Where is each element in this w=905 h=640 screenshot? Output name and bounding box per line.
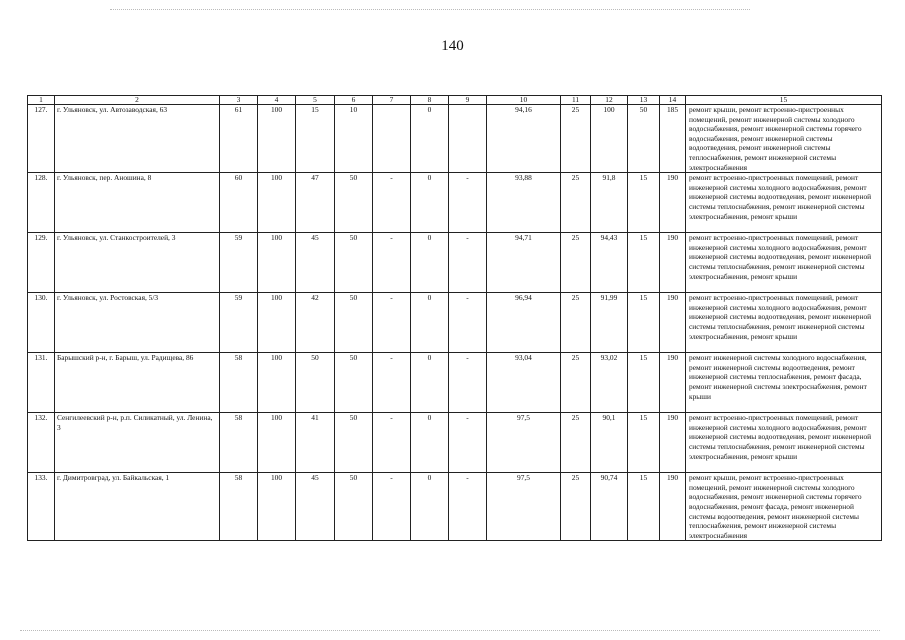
- value-cell: 47: [296, 173, 335, 233]
- value-cell: 94,43: [591, 233, 628, 293]
- value-cell: 25: [561, 293, 591, 353]
- value-cell: 61: [220, 105, 258, 173]
- header-cell: 4: [258, 96, 296, 105]
- scan-artifact-top: [110, 9, 750, 10]
- row-number: 129.: [28, 233, 55, 293]
- header-row: [28, 96, 882, 105]
- row-number: 132.: [28, 413, 55, 473]
- value-cell: 59: [220, 233, 258, 293]
- address-cell: Сенгилеевский р-н, р.п. Силикатный, ул. Ленина, 3: [55, 413, 220, 473]
- value-cell: 100: [258, 293, 296, 353]
- value-cell: 100: [258, 473, 296, 541]
- header-cell: 7: [373, 96, 411, 105]
- value-cell: -: [373, 473, 411, 541]
- value-cell: 0: [411, 293, 449, 353]
- header-cell: 3: [220, 96, 258, 105]
- value-cell: 50: [296, 353, 335, 413]
- table-row: [28, 233, 882, 293]
- works-cell: ремонт крыши, ремонт встроенно-пристроенных помещений, ремонт инженерной системы холодного водоснабжения, ремонт инженерной системы горячего водоснабжения, ремонт инженерной системы водоотведения, ремонт инженерной системы теплоснабжения, ремонт инженерной системы электроснабжения: [686, 105, 882, 173]
- works-cell: ремонт встроенно-пристроенных помещений, ремонт инженерной системы холодного водоснабжения, ремонт инженерной системы водоотведения, ремонт инженерной системы теплоснабжения, ремонт инженерной системы электроснабжения, ремонт крыши: [686, 293, 882, 353]
- row-number: 133.: [28, 473, 55, 541]
- repair-registry-table: [27, 95, 882, 541]
- header-cell: 6: [335, 96, 373, 105]
- value-cell: 15: [296, 105, 335, 173]
- header-cell: 1: [28, 96, 55, 105]
- value-cell: 0: [411, 105, 449, 173]
- value-cell: 50: [628, 105, 660, 173]
- address-cell: г. Ульяновск, ул. Автозаводская, 63: [55, 105, 220, 173]
- value-cell: 50: [335, 293, 373, 353]
- value-cell: 25: [561, 473, 591, 541]
- value-cell: 93,88: [487, 173, 561, 233]
- value-cell: 15: [628, 173, 660, 233]
- value-cell: 0: [411, 473, 449, 541]
- address-cell: г. Димитровград, ул. Байкальская, 1: [55, 473, 220, 541]
- works-cell: ремонт инженерной системы холодного водоснабжения, ремонт инженерной системы водоотведения, ремонт инженерной системы теплоснабжения, ремонт фасада, ремонт инженерной системы электроснабжения, ремонт крыши: [686, 353, 882, 413]
- value-cell: 45: [296, 473, 335, 541]
- value-cell: 100: [258, 173, 296, 233]
- value-cell: 60: [220, 173, 258, 233]
- value-cell: 91,99: [591, 293, 628, 353]
- table-row: [28, 413, 882, 473]
- value-cell: -: [449, 293, 487, 353]
- value-cell: 0: [411, 413, 449, 473]
- value-cell: 190: [660, 293, 686, 353]
- value-cell: 50: [335, 413, 373, 473]
- value-cell: 25: [561, 233, 591, 293]
- value-cell: -: [373, 233, 411, 293]
- table-row: [28, 173, 882, 233]
- table-body: [28, 96, 882, 541]
- header-cell: 9: [449, 96, 487, 105]
- value-cell: -: [449, 233, 487, 293]
- value-cell: -: [449, 473, 487, 541]
- value-cell: 42: [296, 293, 335, 353]
- value-cell: 100: [258, 353, 296, 413]
- row-number: 128.: [28, 173, 55, 233]
- page-number: 140: [441, 38, 464, 54]
- value-cell: -: [449, 353, 487, 413]
- value-cell: 15: [628, 233, 660, 293]
- value-cell: 0: [411, 353, 449, 413]
- table-row: [28, 293, 882, 353]
- value-cell: 93,04: [487, 353, 561, 413]
- header-cell: 11: [561, 96, 591, 105]
- value-cell: 58: [220, 413, 258, 473]
- value-cell: 58: [220, 473, 258, 541]
- header-cell: 15: [686, 96, 882, 105]
- works-cell: ремонт крыши, ремонт встроенно-пристроенных помещений, ремонт инженерной системы холодного водоснабжения, ремонт инженерной системы горячего водоснабжения, ремонт фасада, ремонт инженерной системы водоотведения, ремонт инженерной системы теплоснабжения, ремонт инженерной системы электроснабжения: [686, 473, 882, 541]
- value-cell: 25: [561, 413, 591, 473]
- value-cell: 50: [335, 233, 373, 293]
- header-cell: 12: [591, 96, 628, 105]
- value-cell: [373, 105, 411, 173]
- value-cell: 90,74: [591, 473, 628, 541]
- value-cell: 15: [628, 353, 660, 413]
- header-cell: 8: [411, 96, 449, 105]
- scan-artifact-bottom: [20, 630, 880, 631]
- table-row: [28, 105, 882, 173]
- value-cell: 190: [660, 233, 686, 293]
- table-row: [28, 473, 882, 541]
- value-cell: 50: [335, 173, 373, 233]
- row-number: 131.: [28, 353, 55, 413]
- value-cell: 100: [258, 413, 296, 473]
- value-cell: 94,71: [487, 233, 561, 293]
- value-cell: 25: [561, 105, 591, 173]
- value-cell: 190: [660, 413, 686, 473]
- value-cell: 96,94: [487, 293, 561, 353]
- value-cell: 41: [296, 413, 335, 473]
- address-cell: г. Ульяновск, пер. Аношина, 8: [55, 173, 220, 233]
- address-cell: г. Ульяновск, ул. Станкостроителей, 3: [55, 233, 220, 293]
- value-cell: 97,5: [487, 413, 561, 473]
- value-cell: -: [373, 413, 411, 473]
- header-cell: 10: [487, 96, 561, 105]
- works-cell: ремонт встроенно-пристроенных помещений, ремонт инженерной системы холодного водоснабжения, ремонт инженерной системы водоотведения, ремонт инженерной системы теплоснабжения, ремонт инженерной системы электроснабжения, ремонт крыши: [686, 233, 882, 293]
- value-cell: 59: [220, 293, 258, 353]
- value-cell: -: [449, 173, 487, 233]
- row-number: 130.: [28, 293, 55, 353]
- value-cell: 190: [660, 473, 686, 541]
- header-cell: 2: [55, 96, 220, 105]
- value-cell: 15: [628, 473, 660, 541]
- value-cell: 185: [660, 105, 686, 173]
- table-row: [28, 353, 882, 413]
- value-cell: 25: [561, 173, 591, 233]
- header-cell: 13: [628, 96, 660, 105]
- works-cell: ремонт встроенно-пристроенных помещений, ремонт инженерной системы холодного водоснабжения, ремонт инженерной системы водоотведения, ремонт инженерной системы теплоснабжения, ремонт инженерной системы электроснабжения, ремонт крыши: [686, 173, 882, 233]
- value-cell: -: [373, 173, 411, 233]
- works-cell: ремонт встроенно-пристроенных помещений, ремонт инженерной системы холодного водоснабжения, ремонт инженерной системы водоотведения, ремонт инженерной системы теплоснабжения, ремонт инженерной системы электроснабжения, ремонт крыши: [686, 413, 882, 473]
- value-cell: 0: [411, 233, 449, 293]
- value-cell: 45: [296, 233, 335, 293]
- value-cell: 15: [628, 293, 660, 353]
- value-cell: -: [449, 413, 487, 473]
- value-cell: 15: [628, 413, 660, 473]
- value-cell: 25: [561, 353, 591, 413]
- value-cell: 97,5: [487, 473, 561, 541]
- value-cell: 190: [660, 353, 686, 413]
- value-cell: 90,1: [591, 413, 628, 473]
- value-cell: 94,16: [487, 105, 561, 173]
- header-cell: 14: [660, 96, 686, 105]
- value-cell: 93,02: [591, 353, 628, 413]
- value-cell: 100: [258, 105, 296, 173]
- row-number: 127.: [28, 105, 55, 173]
- address-cell: Барышский р-н, г. Барыш, ул. Радищева, 86: [55, 353, 220, 413]
- value-cell: 58: [220, 353, 258, 413]
- value-cell: 0: [411, 173, 449, 233]
- value-cell: 91,8: [591, 173, 628, 233]
- value-cell: 100: [591, 105, 628, 173]
- value-cell: -: [373, 353, 411, 413]
- value-cell: 190: [660, 173, 686, 233]
- address-cell: г. Ульяновск, ул. Ростовская, 5/3: [55, 293, 220, 353]
- header-cell: 5: [296, 96, 335, 105]
- value-cell: 10: [335, 105, 373, 173]
- value-cell: -: [373, 293, 411, 353]
- value-cell: 50: [335, 473, 373, 541]
- value-cell: 50: [335, 353, 373, 413]
- value-cell: 100: [258, 233, 296, 293]
- value-cell: [449, 105, 487, 173]
